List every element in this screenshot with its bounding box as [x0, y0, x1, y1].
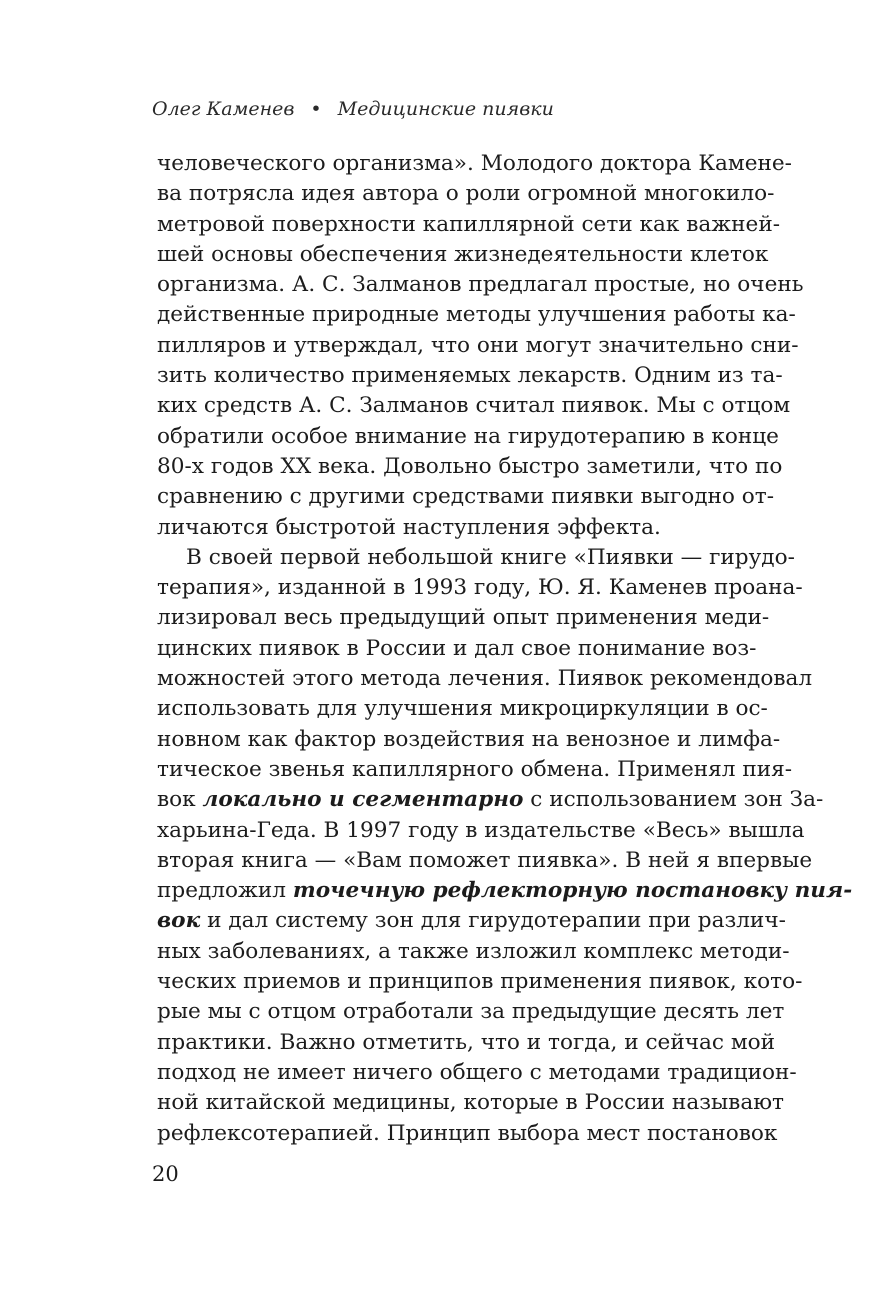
text-fragment: предложил: [157, 878, 293, 904]
text-line: шей основы обеспечения жизнедеятельности клеток: [157, 241, 769, 267]
emphasis-point-reflex-cont: вок: [157, 908, 201, 934]
paragraph-2: [157, 543, 853, 1149]
text-line: тическое звенья капиллярного обмена. Применял пия-: [157, 756, 793, 782]
text-line: обратили особое внимание на гирудотерапию в конце: [157, 423, 779, 449]
text-line-with-emphasis: [157, 876, 853, 906]
text-line: лизировал весь предыдущий опыт применения меди-: [157, 605, 770, 631]
text-line: новном как фактор воздействия на венозное и лимфа-: [157, 726, 781, 752]
text-line: ческих приемов и принципов применения пиявок, кото-: [157, 969, 803, 995]
paragraph-1: [157, 149, 804, 543]
text-line-with-emphasis: [157, 785, 824, 815]
text-fragment: и дал систему зон для гирудотерапии при различ-: [200, 908, 786, 934]
text-line: вторая книга — «Вам поможет пиявка». В ней я впервые: [157, 847, 813, 873]
text-line: организма. А. С. Залманов предлагал простые, но очень: [157, 272, 804, 298]
emphasis-local-segmental: локально и сегментарно: [202, 787, 524, 813]
text-line: ной китайской медицины, которые в России называют: [157, 1090, 784, 1116]
text-line: личаются быстротой наступления эффекта.: [157, 514, 661, 540]
text-line: харьина-Геда. В 1997 году в издательстве «Весь» вышла: [157, 817, 805, 843]
text-line: ных заболеваниях, а также изложил комплекс методи-: [157, 938, 790, 964]
emphasis-point-reflex: точечную рефлекторную постановку пия-: [292, 878, 853, 904]
header-author: Олег Каменев: [152, 98, 295, 120]
text-fragment: вок: [157, 787, 203, 813]
header-title: Медицинские пиявки: [337, 98, 554, 120]
text-line: В своей первой небольшой книге «Пиявки — гирудо-: [186, 544, 795, 570]
text-line: подход не имеет ничего общего с методами традицион-: [157, 1059, 797, 1085]
running-head: [152, 98, 554, 120]
text-fragment: с использованием зон За-: [523, 787, 824, 813]
text-line: ва потрясла идея автора о роли огромной многокило-: [157, 181, 775, 207]
text-line: можностей этого метода лечения. Пиявок рекомендовал: [157, 666, 813, 692]
text-line: метровой поверхности капиллярной сети как важней-: [157, 211, 781, 237]
text-line: 80-х годов XX века. Довольно быстро заметили, что по: [157, 453, 783, 479]
header-separator: •: [310, 98, 322, 120]
page-number: 20: [152, 1162, 179, 1186]
text-line-with-emphasis: [157, 906, 786, 936]
text-line: рефлексотерапией. Принцип выбора мест постановок: [157, 1120, 778, 1146]
text-line: использовать для улучшения микроциркуляции в ос-: [157, 696, 768, 722]
body-text: [157, 149, 853, 1149]
text-line: сравнению с другими средствами пиявки выгодно от-: [157, 484, 774, 510]
text-line: ких средств А. С. Залманов считал пиявок. Мы с отцом: [157, 393, 791, 419]
text-line: цинских пиявок в России и дал свое понимание воз-: [157, 635, 757, 661]
text-line: терапия», изданной в 1993 году, Ю. Я. Каменев проана-: [157, 575, 803, 601]
text-line: практики. Важно отметить, что и тогда, и сейчас мой: [157, 1029, 776, 1055]
text-line: действенные природные методы улучшения работы ка-: [157, 302, 796, 328]
text-line: рые мы с отцом отработали за предыдущие десять лет: [157, 999, 785, 1025]
text-line: человеческого организма». Молодого доктора Камене-: [157, 151, 792, 176]
text-line: пилляров и утверждал, что они могут значительно сни-: [157, 332, 799, 358]
text-line: зить количество применяемых лекарств. Одним из та-: [157, 363, 783, 389]
